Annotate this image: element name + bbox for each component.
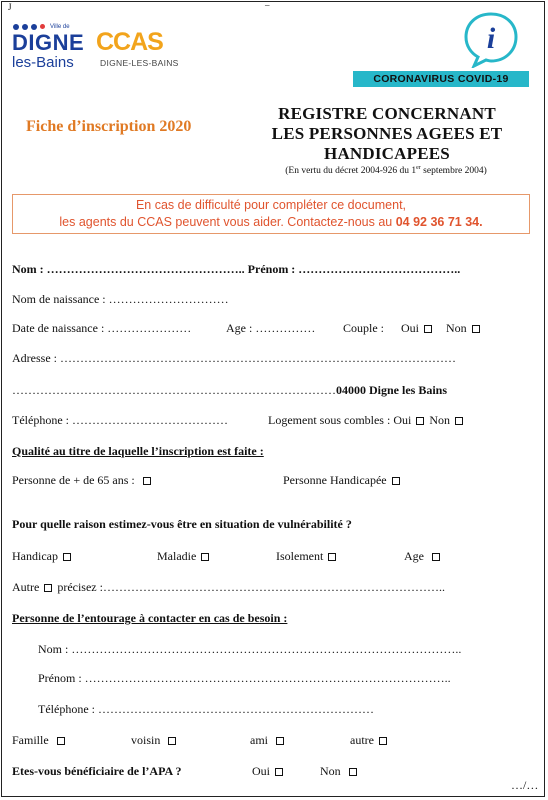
- option-maladie[interactable]: Maladie: [157, 549, 211, 564]
- ami-checkbox[interactable]: [276, 737, 284, 745]
- personne-65[interactable]: Personne de + de 65 ans :: [12, 473, 153, 488]
- registre-title-line-2: LES PERSONNES AGEES ET: [271, 124, 503, 143]
- handicap-checkbox[interactable]: [63, 553, 71, 561]
- nom-naissance-field[interactable]: Nom de naissance : …………………………: [12, 292, 229, 306]
- entourage-prenom-field[interactable]: Prénom : ………………………………………………………………………………..: [38, 671, 451, 685]
- info-bubble-icon: [462, 10, 520, 68]
- entourage-heading: Personne de l’entourage à contacter en cas de besoin :: [12, 611, 288, 625]
- raison-heading: Pour quelle raison estimez-vous être en situation de vulnérabilité ?: [12, 517, 352, 531]
- logement-non-checkbox[interactable]: [455, 417, 463, 425]
- decret-reference: (En vertu du décret 2004-926 du 1er septembre 2004): [285, 165, 487, 177]
- option-handicap[interactable]: Handicap: [12, 549, 73, 564]
- telephone-field[interactable]: Téléphone : …………………………………: [12, 413, 228, 427]
- couple-label: Couple :: [343, 321, 384, 335]
- apa-oui[interactable]: Oui: [252, 764, 285, 779]
- maladie-checkbox[interactable]: [201, 553, 209, 561]
- ville-de-label: Ville de: [50, 24, 70, 30]
- info-letter: i: [486, 22, 496, 55]
- personne-handicapee[interactable]: Personne Handicapée: [283, 473, 402, 488]
- help-line-2: les agents du CCAS peuvent vous aider. Contactez-nous au 04 92 36 71 34.: [59, 215, 483, 229]
- help-phone: 04 92 36 71 34.: [395, 215, 483, 229]
- adresse-line-2[interactable]: ………………………………………………………………………04000 Digne les Bains: [12, 383, 448, 397]
- top-dash: –: [265, 0, 270, 10]
- logement-oui-checkbox[interactable]: [416, 417, 424, 425]
- option-age[interactable]: Age: [404, 549, 442, 564]
- registre-title-line-1: REGISTRE CONCERNANT: [278, 104, 496, 123]
- logement-combles[interactable]: Logement sous combles : Oui Non: [268, 413, 465, 428]
- ccas-sub-label: DIGNE-LES-BAINS: [100, 58, 179, 68]
- date-naissance-field[interactable]: Date de naissance : …………………: [12, 321, 192, 335]
- covid-banner: CORONAVIRUS COVID-19: [353, 71, 529, 87]
- couple-non[interactable]: Non: [446, 321, 482, 336]
- help-line-1: En cas de difficulté pour compléter ce document,: [135, 198, 407, 212]
- ville-digne-logo: [12, 22, 92, 74]
- lien-ami[interactable]: ami: [250, 733, 286, 748]
- couple-oui[interactable]: Oui: [401, 321, 434, 336]
- qualite-heading: Qualité au titre de laquelle l’inscription est faite :: [12, 444, 264, 458]
- entourage-nom-field[interactable]: Nom : ……………………………………………………………………………………..: [38, 642, 462, 656]
- couple-oui-checkbox[interactable]: [424, 325, 432, 333]
- ville-bains-label: les-Bains: [12, 54, 74, 71]
- fiche-title: Fiche d’inscription 2020: [26, 118, 192, 135]
- option-isolement[interactable]: Isolement: [276, 549, 338, 564]
- nom-prenom-field[interactable]: Nom : ………………………………………….. Prénom : …………………………………..: [12, 262, 461, 276]
- famille-checkbox[interactable]: [57, 737, 65, 745]
- autre-lien-checkbox[interactable]: [379, 737, 387, 745]
- age-field[interactable]: Age : ……………: [226, 321, 316, 335]
- age-checkbox[interactable]: [432, 553, 440, 561]
- corner-mark: J: [8, 2, 12, 12]
- registre-title: [258, 104, 516, 164]
- lien-autre[interactable]: autre: [350, 733, 389, 748]
- help-box: [12, 194, 530, 234]
- ville-digne-label: DIGNE: [12, 30, 85, 55]
- ccas-logo: [96, 28, 196, 76]
- apa-oui-checkbox[interactable]: [275, 768, 283, 776]
- apa-non-checkbox[interactable]: [349, 768, 357, 776]
- lien-famille[interactable]: Famille: [12, 733, 67, 748]
- precisez-field[interactable]: précisez :…………………………………………………………………………..: [57, 580, 445, 594]
- apa-question: Etes-vous bénéficiaire de l’APA ?: [12, 764, 182, 778]
- couple-non-checkbox[interactable]: [472, 325, 480, 333]
- lien-voisin[interactable]: voisin: [131, 733, 178, 748]
- voisin-checkbox[interactable]: [168, 737, 176, 745]
- apa-non[interactable]: Non: [320, 764, 359, 779]
- adresse-field[interactable]: Adresse : ………………………………………………………………………………………: [12, 351, 456, 365]
- isolement-checkbox[interactable]: [328, 553, 336, 561]
- option-autre[interactable]: Autre précisez :…………………………………………………………………………..: [12, 580, 445, 594]
- entourage-telephone-field[interactable]: Téléphone : ……………………………………………………………: [38, 702, 374, 716]
- registre-title-line-3: HANDICAPEES: [324, 144, 450, 163]
- adresse-city: 04000 Digne les Bains: [336, 383, 448, 397]
- personne-65-checkbox[interactable]: [143, 477, 151, 485]
- ccas-mark: CCAS: [96, 28, 163, 56]
- personne-handicapee-checkbox[interactable]: [392, 477, 400, 485]
- page-continuation: …/…: [511, 778, 539, 792]
- autre-checkbox[interactable]: [44, 584, 52, 592]
